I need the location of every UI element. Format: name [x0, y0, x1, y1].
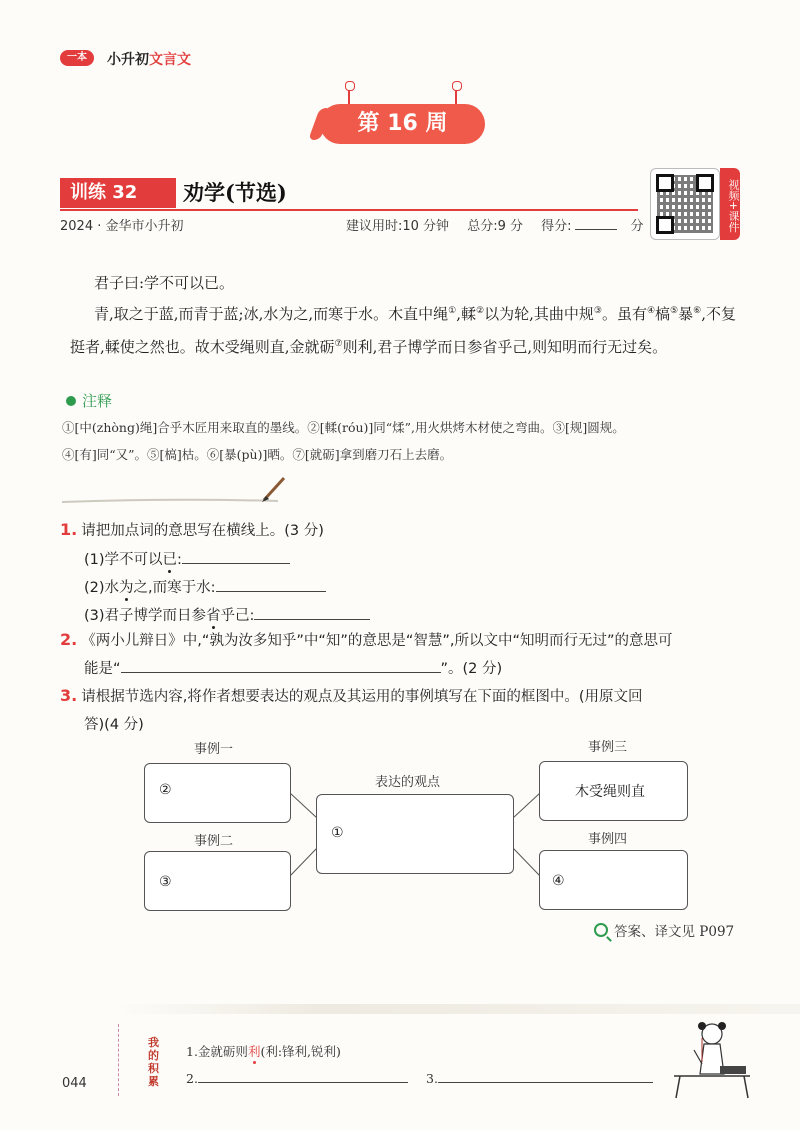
- passage-text: 。虽有: [601, 305, 647, 323]
- box-number: ③: [159, 874, 172, 890]
- notes-heading-label: 注释: [82, 392, 113, 410]
- passage-text: 青,取之于蓝,而青于蓝;冰,水为之,而寒于水。木直中绳: [94, 305, 449, 323]
- question-text: 能是“: [84, 661, 121, 677]
- student-writing-illustration: [664, 1018, 754, 1108]
- lesson-label: 训练 32: [60, 178, 176, 208]
- question-number: 2.: [60, 630, 78, 649]
- page-number: 044: [62, 1076, 87, 1091]
- item-text: 1.金就砺则: [186, 1044, 248, 1059]
- sub-text: :: [177, 552, 182, 568]
- sub-text: (1)学不可以: [84, 552, 163, 568]
- box-text: 木受绳则直: [575, 784, 645, 800]
- sub-text: (2)水: [84, 580, 120, 596]
- box-number: ②: [159, 782, 172, 798]
- footer-band: [115, 1004, 800, 1014]
- accumulation-item-2: [186, 1068, 408, 1086]
- box-number: ④: [552, 873, 565, 889]
- footnote-mark: ⑤: [670, 306, 679, 316]
- score-unit: 分: [630, 219, 644, 234]
- label-example-1: 事例一: [194, 742, 234, 757]
- footnote-mark: ⑦: [334, 339, 343, 349]
- box-viewpoint[interactable]: [316, 794, 514, 874]
- box-number: ①: [331, 825, 344, 841]
- qr-side-label: 视频+课件: [720, 168, 740, 240]
- footnote-mark: ⑥: [693, 306, 702, 316]
- question-text: ”。(2 分): [440, 661, 503, 677]
- box-example-1[interactable]: [144, 763, 291, 823]
- question-number: 3.: [60, 686, 78, 705]
- dotted-word: 已: [162, 552, 178, 568]
- passage-line-1: 君子曰:学不可以已。: [94, 274, 235, 292]
- label-example-4: 事例四: [588, 832, 628, 847]
- accumulation-item-1: [186, 1042, 341, 1060]
- footnote-mark: ③: [593, 306, 602, 316]
- brand-title-a: 小升初: [107, 52, 149, 68]
- brand-title-b: 文言文: [149, 52, 191, 68]
- question-text: 答)(4 分): [84, 717, 144, 733]
- answer-blank[interactable]: [198, 1068, 408, 1083]
- footnote-mark: ④: [646, 306, 656, 316]
- footnote-mark: ①: [448, 306, 457, 316]
- passage-text: ,不复挺者,輮使之然也。故木受绳则直,金就砺: [70, 305, 736, 356]
- sub-text: 乎己:: [220, 608, 255, 624]
- dotted-word: 为: [119, 580, 134, 596]
- accumulation-item-3: [426, 1068, 653, 1086]
- question-number: 1.: [60, 520, 78, 539]
- lesson-title: 劝学(节选): [183, 180, 287, 205]
- week-banner: 第 16 周: [320, 104, 485, 144]
- answer-blank[interactable]: [438, 1068, 653, 1083]
- sub-text: (3)君子博学而日参: [84, 608, 207, 624]
- passage-text: 槁: [655, 305, 671, 323]
- passage-text: 以为轮,其曲中规: [484, 305, 594, 323]
- answer-reference-text: 答案、译文见 P097: [614, 924, 735, 940]
- notes-line-2: ④[有]同“又”。⑤[槁]枯。⑥[暴(pù)]晒。⑦[就砺]拿到磨刀石上去磨。: [62, 447, 453, 462]
- passage-text: ,輮: [456, 305, 476, 323]
- label-viewpoint: 表达的观点: [375, 775, 441, 790]
- passage-text: 则利,君子博学而日参省乎己,则知明而行无过矣。: [342, 338, 668, 356]
- question-text: 请根据节选内容,将作者想要表达的观点及其运用的事例填写在下面的框图中。(用原文回: [81, 689, 643, 705]
- dotted-word: 利: [247, 1044, 261, 1059]
- question-text: 请把加点词的意思写在横线上。(3 分): [81, 523, 324, 539]
- source-label: 2024 · 金华市小升初: [60, 219, 184, 234]
- brand-badge: 一本: [60, 50, 94, 66]
- box-example-4[interactable]: [539, 850, 688, 910]
- footnote-mark: ②: [476, 306, 485, 316]
- box-example-3: [539, 761, 688, 821]
- question-text: 《两小儿辩日》中,“孰为汝多知乎”中“知”的意思是“智慧”,所以文中“知明而行无过”的意思可: [81, 633, 673, 649]
- accumulation-tag: 我的积累: [148, 1036, 159, 1088]
- item-text: 2.: [186, 1071, 198, 1086]
- item-text: (利:锋利,锐利): [260, 1044, 341, 1059]
- suggest-time: 建议用时:10 分钟: [346, 219, 450, 234]
- label-example-2: 事例二: [194, 834, 234, 849]
- item-text: 3.: [426, 1071, 438, 1086]
- score-label: 得分:: [541, 219, 572, 234]
- magnifier-icon: [594, 923, 608, 937]
- dotted-word: 省: [206, 608, 221, 624]
- label-example-3: 事例三: [588, 740, 628, 755]
- sub-text: 之,而寒于水:: [133, 580, 216, 596]
- passage-text: 暴: [678, 305, 694, 323]
- total-score: 总分:9 分: [467, 219, 523, 234]
- box-example-2[interactable]: [144, 851, 291, 911]
- answer-reference: [594, 920, 734, 940]
- footer-divider: [118, 1024, 119, 1096]
- notes-line-1: ①[中(zhòng)绳]合乎木匠用来取直的墨线。②[輮(róu)]同“煣”,用火烘烤木材使之弯曲。③[规]圆规。: [62, 420, 625, 435]
